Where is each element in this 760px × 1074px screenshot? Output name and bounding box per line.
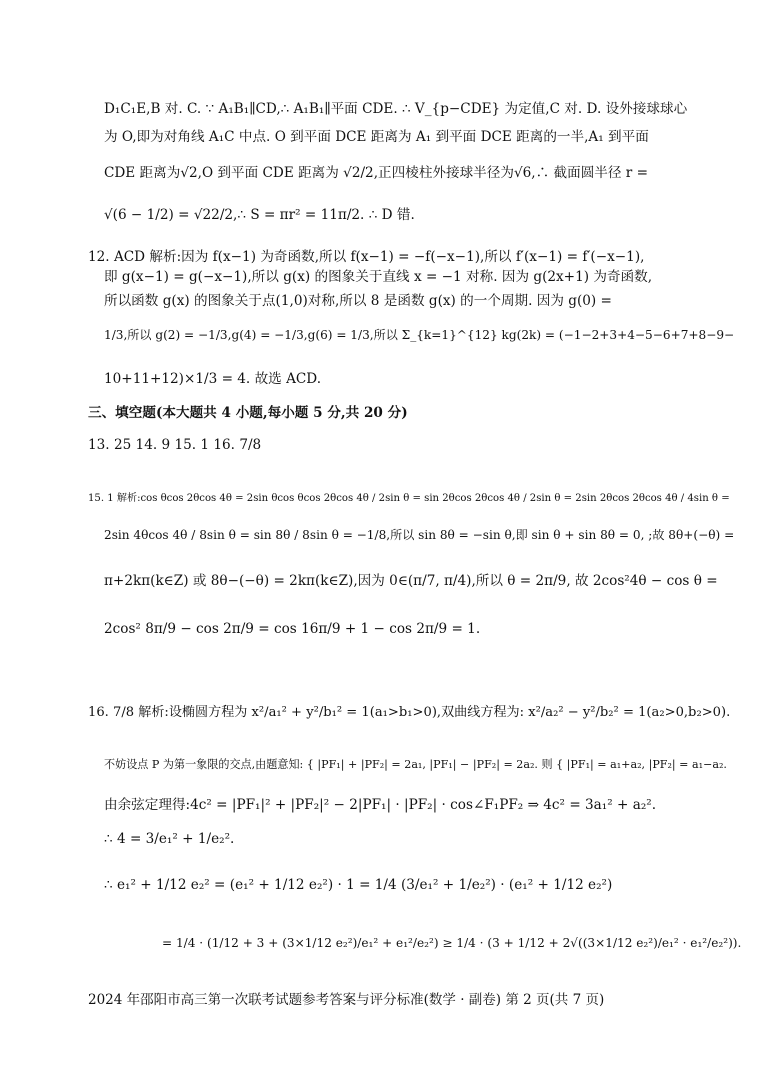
q16-line-4: ∴ 4 = 3/e₁² + 1/e₂². — [104, 831, 235, 847]
q16-line-2: 不妨设点 P 为第一象限的交点,由题意知: { |PF₁| + |PF₂| = 2a₁, |PF₁| − |PF₂| = 2a₂. 则 { |PF₁| = a₁+a₂, |PF₂| = a₁−a₂. — [104, 758, 727, 771]
solution-line-3: CDE 距离为√2,O 到平面 CDE 距离为 √2/2,正四棱柱外接球半径为√6,∴ 截面圆半径 r = — [104, 165, 649, 181]
section-heading-fill-blank: 三、填空题(本大题共 4 小题,每小题 5 分,共 20 分) — [88, 405, 408, 421]
solution-line-2: 为 O,即为对角线 A₁C 中点. O 到平面 DCE 距离为 A₁ 到平面 DCE 距离的一半,A₁ 到平面 — [104, 129, 649, 145]
q12-line-1: 12. ACD 解析:因为 f(x−1) 为奇函数,所以 f(x−1) = −f(−x−1),所以 f′(x−1) = f′(−x−1), — [88, 249, 645, 265]
solution-line-1: D₁C₁E,B 对. C. ∵ A₁B₁∥CD,∴ A₁B₁∥平面 CDE. ∴ V_{p−CDE} 为定值,C 对. D. 设外接球球心 — [104, 101, 688, 117]
q12-line-2: 即 g(x−1) = g(−x−1),所以 g(x) 的图象关于直线 x = −1 对称. 因为 g(2x+1) 为奇函数, — [104, 269, 653, 285]
q16-line-3: 由余弦定理得:4c² = |PF₁|² + |PF₂|² − 2|PF₁| · |PF₂| · cos∠F₁PF₂ ⇒ 4c² = 3a₁² + a₂². — [104, 797, 657, 813]
q16-line-6: = 1/4 · (1/12 + 3 + (3×1/12 e₂²)/e₁² + e₁²/e₂²) ≥ 1/4 · (3 + 1/12 + 2√((3×1/12 e₂²)/e₁² · e₁²/e₂²)). — [162, 936, 742, 950]
solution-line-4: √(6 − 1/2) = √22/2,∴ S = πr² = 11π/2. ∴ D 错. — [104, 207, 415, 223]
q15-line-1: 15. 1 解析:cos θcos 2θcos 4θ = 2sin θcos θcos 2θcos 4θ / 2sin θ = sin 2θcos 2θcos 4θ / 2sin θ = 2sin 2θcos 2θcos 4θ / 4sin θ = — [88, 493, 730, 504]
q15-line-3: π+2kπ(k∈Z) 或 8θ−(−θ) = 2kπ(k∈Z),因为 0∈(π/7, π/4),所以 θ = 2π/9, 故 2cos²4θ − cos θ = — [104, 573, 718, 589]
q12-line-4: 1/3,所以 g(2) = −1/3,g(4) = −1/3,g(6) = 1/3,所以 Σ_{k=1}^{12} kg(2k) = (−1−2+3+4−5−6+7+8−9− — [104, 328, 735, 342]
q12-line-5: 10+11+12)×1/3 = 4. 故选 ACD. — [104, 371, 322, 387]
q15-line-4: 2cos² 8π/9 − cos 2π/9 = cos 16π/9 + 1 − cos 2π/9 = 1. — [104, 621, 481, 637]
q12-line-3: 所以函数 g(x) 的图象关于点(1,0)对称,所以 8 是函数 g(x) 的一个周期. 因为 g(0) = — [104, 293, 612, 309]
page-footer: 2024 年邵阳市高三第一次联考试题参考答案与评分标准(数学 · 副卷) 第 2 页(共 7 页) — [88, 992, 605, 1008]
q16-line-1: 16. 7/8 解析:设椭圆方程为 x²/a₁² + y²/b₁² = 1(a₁>b₁>0),双曲线方程为: x²/a₂² − y²/b₂² = 1(a₂>0,b₂>0). — [88, 705, 731, 720]
q16-line-5: ∴ e₁² + 1/12 e₂² = (e₁² + 1/12 e₂²) · 1 = 1/4 (3/e₁² + 1/e₂²) · (e₁² + 1/12 e₂²) — [104, 877, 613, 893]
q15-line-2: 2sin 4θcos 4θ / 8sin θ = sin 8θ / 8sin θ = −1/8,所以 sin 8θ = −sin θ,即 sin θ + sin 8θ = 0, ;故 8θ+(−θ) = — [104, 528, 735, 542]
answer-summary-line: 13. 25 14. 9 15. 1 16. 7/8 — [88, 437, 262, 453]
